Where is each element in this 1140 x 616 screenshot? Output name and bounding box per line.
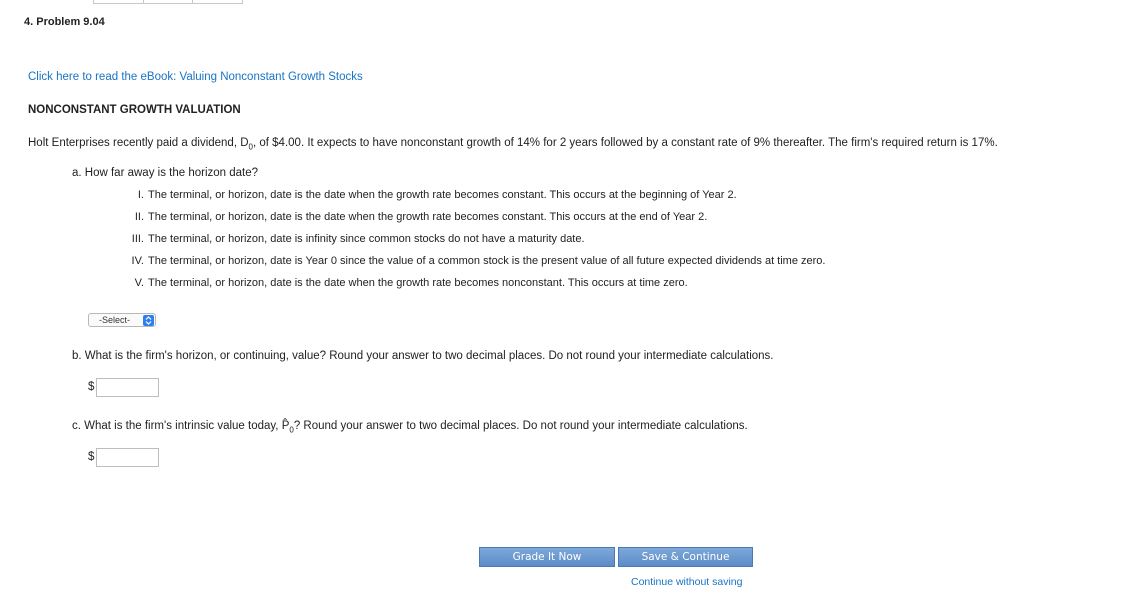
option-text: The terminal, or horizon, date is infinity since common stocks do not have a maturity date. (148, 233, 585, 245)
section-heading: NONCONSTANT GROWTH VALUATION (28, 104, 241, 116)
horizon-select-dropdown[interactable] (88, 313, 156, 327)
answer-options-list (120, 189, 825, 299)
ebook-link[interactable]: Click here to read the eBook: Valuing Nonconstant Growth Stocks (28, 71, 363, 83)
continue-without-saving-link[interactable]: Continue without saving (631, 576, 743, 588)
option-number: IV. (131, 255, 144, 267)
question-c-text-2: ? Round your answer to two decimal places. Do not round your intermediate calculations. (293, 420, 748, 432)
option-v (120, 277, 825, 299)
intro-subscript: 0 (248, 142, 253, 152)
horizon-value-input[interactable] (96, 378, 159, 397)
intro-text-1: Holt Enterprises recently paid a dividend, D (28, 137, 249, 149)
option-text: The terminal, or horizon, date is the date when the growth rate becomes constant. This occurs at the end of Year 2. (148, 211, 708, 223)
option-number: II. (134, 211, 144, 223)
question-a: a. How far away is the horizon date? (72, 167, 259, 179)
problem-intro (28, 137, 998, 151)
question-c (72, 420, 748, 434)
option-number: III. (131, 233, 144, 245)
question-c-text-1: c. What is the firm's intrinsic value today, (72, 420, 282, 432)
intro-text-2: , of $4.00. It expects to have nonconstant growth of 14% for 2 years followed by a constant rate of 9% thereafter. The firm's required return is 17%. (252, 137, 998, 149)
option-number: V. (134, 277, 144, 289)
problem-title: 4. Problem 9.04 (24, 16, 105, 28)
grade-it-now-button[interactable]: Grade It Now (479, 547, 615, 567)
option-text: The terminal, or horizon, date is the date when the growth rate becomes constant. This occurs at the beginning of Year 2. (148, 189, 737, 201)
option-iii (120, 233, 825, 255)
intrinsic-value-input[interactable] (96, 448, 159, 467)
p-hat-symbol: P̂ (281, 420, 290, 432)
save-and-continue-button[interactable]: Save & Continue (618, 547, 753, 567)
option-iv (120, 255, 825, 277)
p-subscript: 0 (289, 425, 294, 435)
option-text: The terminal, or horizon, date is Year 0 since the value of a common stock is the present value of all future expected dividends at time zero. (148, 255, 826, 267)
option-ii (120, 211, 825, 233)
option-i (120, 189, 825, 211)
option-number: I. (137, 189, 144, 201)
chevron-updown-icon (143, 315, 154, 326)
option-text: The terminal, or horizon, date is the date when the growth rate becomes nonconstant. This occurs at time zero. (148, 277, 688, 289)
currency-symbol-b: $ (88, 381, 95, 393)
top-tab-strip (93, 0, 243, 4)
currency-symbol-c: $ (88, 451, 95, 463)
question-b: b. What is the firm's horizon, or continuing, value? Round your answer to two decimal places. Do not round your intermediate calculations. (72, 350, 774, 362)
select-value: -Select- (99, 315, 131, 325)
